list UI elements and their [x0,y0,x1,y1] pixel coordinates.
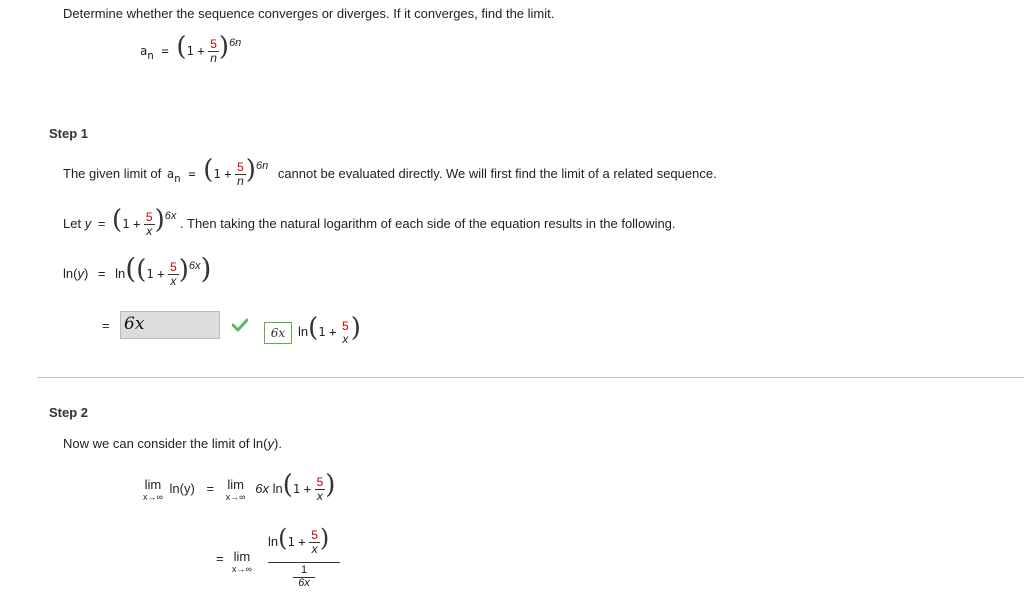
step-2-label: Step 2 [49,405,89,420]
step-1-intro: The given limit of $a_n = (1$ + $\frac{5}{n}$ )$^{6n}$ cannot be evaluated directly. We will first find the limit of a related sequence. [63,155,717,189]
problem-instruction: Determine whether the sequence converges or diverges. If it converges, find the limit. [63,6,555,21]
correct-answer-tag: 6x [264,322,292,344]
limit-fraction-numerator: ln(1 + $\frac{5}{x}$ ) [268,524,330,557]
answer-input[interactable]: 6x [120,311,220,339]
checkmark-icon [232,318,248,332]
sequence-definition: $a_n = (1$ + $\frac{5}{n}$ )$^{6n}$ [140,32,242,66]
ln-equation: ln(y) = ln((1 + $\frac{5}{x}$ )$^{6x}$) [63,252,212,289]
equals-sign-2: = [216,551,224,566]
step-divider [37,377,1024,378]
equals-sign: = [102,318,110,333]
step-2-intro: Now we can consider the limit of ln(y). [63,436,282,451]
limit-equation: lim x→∞ ln(y) = lim x→∞ 6x ln(1 + $\frac{5}{x}$ ) [143,470,336,504]
limit-operator: lim x→∞ [232,549,252,574]
let-y-definition: Let y = (1 + $\frac{5}{x}$ )$^{6x}$ . Then taking the natural logarithm of each side of the equation results in the following. [63,205,676,239]
step-1-label: Step 1 [49,126,89,141]
limit-fraction-denominator: 1 6x [268,565,340,589]
fraction-bar [268,562,340,563]
ln-factor: ln(1 + 5 x ) [298,313,361,346]
